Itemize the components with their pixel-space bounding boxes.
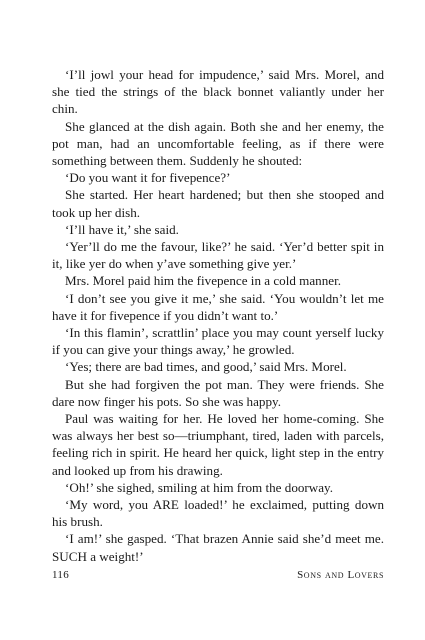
paragraph: ‘I am!’ she gasped. ‘That brazen Annie said she’d meet me. SUCH a weight!’	[52, 531, 384, 564]
paragraph: Paul was waiting for her. He loved her home-coming. She was always her best so—triumphant, tired, laden with parcels, feeling rich in spirit. He heard her quick, light step in the entry and looked up from his drawing.	[52, 411, 384, 478]
page-body-text	[52, 66, 384, 565]
running-title: Sons and Lovers	[297, 569, 384, 581]
paragraph: ‘In this flamin’, scrattlin’ place you may count yerself lucky if you can give your things away,’ he growled.	[52, 325, 384, 358]
paragraph: ‘Oh!’ she sighed, smiling at him from the doorway.	[65, 479, 334, 495]
paragraph: ‘I’ll have it,’ she said.	[65, 221, 179, 237]
paragraph: ‘Yes; there are bad times, and good,’ said Mrs. Morel.	[65, 359, 347, 375]
paragraph: She started. Her heart hardened; but then she stooped and took up her dish.	[52, 187, 384, 220]
paragraph: But she had forgiven the pot man. They were friends. She dare now finger his pots. So she was happy.	[52, 376, 384, 409]
page-footer	[52, 569, 384, 581]
paragraph: ‘I’ll jowl your head for impudence,’ said Mrs. Morel, and she tied the strings of the black bonnet valiantly under her chin.	[52, 67, 384, 117]
paragraph: ‘Do you want it for fivepence?’	[65, 170, 231, 186]
paragraph: ‘My word, you ARE loaded!’ he exclaimed, putting down his brush.	[52, 497, 384, 530]
paragraph: She glanced at the dish again. Both she and her enemy, the pot man, had an uncomfortable feeling, as if there were something between them. Suddenly he shouted:	[52, 118, 384, 169]
paragraph: ‘I don’t see you give it me,’ she said. ‘You wouldn’t let me have it for fivepence if you didn’t want to.’	[52, 290, 384, 323]
paragraph: Mrs. Morel paid him the fivepence in a cold manner.	[65, 273, 341, 289]
page-number: 116	[52, 569, 69, 581]
paragraph: ‘Yer’ll do me the favour, like?’ he said. ‘Yer’d better spit in it, like yer do when y’ave something give yer.’	[52, 239, 384, 272]
